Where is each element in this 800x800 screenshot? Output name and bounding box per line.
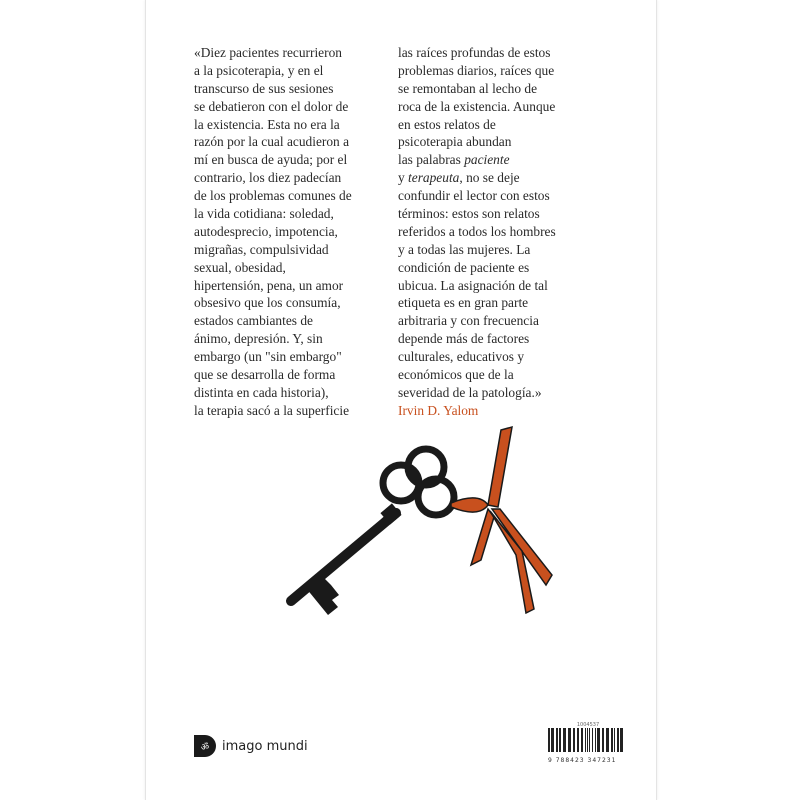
barcode-bar [551, 728, 554, 752]
barcode-bar [592, 728, 593, 752]
quote-line: mí en busca de ayuda; por el [194, 152, 348, 168]
quote-line: estados cambiantes de [194, 313, 313, 329]
key-illustration [276, 425, 576, 625]
ribbon [451, 427, 552, 613]
quote-line: sexual, obesidad, [194, 259, 286, 275]
quote-left-column [194, 44, 352, 420]
key-bow [383, 449, 454, 515]
barcode-bars [548, 728, 626, 752]
quote-line: embargo (un "sin embargo" [194, 349, 342, 365]
quote-line: problemas diarios, raíces que [398, 62, 555, 78]
barcode-bar [563, 728, 566, 752]
barcode-bar [611, 728, 613, 752]
quote-line: referidos a todos los hombres [398, 223, 556, 239]
barcode-code: 1004537 [576, 722, 600, 728]
quote-line: migrañas, compulsividad [194, 241, 329, 257]
barcode-bar [587, 728, 588, 752]
quote-line: y a todas las mujeres. La [398, 241, 531, 257]
quote-line: la vida cotidiana: soledad, [194, 206, 334, 222]
publisher-logo [194, 735, 308, 757]
quote-line: en estos relatos de [398, 116, 496, 132]
quote-line: distinta en cada historia), [194, 384, 329, 400]
quote-line: «Diez pacientes recurrieron [194, 45, 342, 60]
barcode-bar [568, 728, 571, 752]
quote-line: autodesprecio, impotencia, [194, 223, 338, 239]
barcode-bar [585, 728, 586, 752]
quote-line: razón por la cual acudieron a [194, 134, 350, 150]
quote-line: severidad de la patología.» [398, 384, 542, 400]
barcode-bar [606, 728, 609, 752]
publisher-mark-icon: ॐ [194, 735, 216, 757]
barcode-bar [614, 728, 615, 752]
barcode-bar [548, 728, 550, 752]
quote-line: la existencia. Esta no era la [194, 116, 340, 132]
barcode-bar [577, 728, 579, 752]
quote-line: se debatieron con el dolor de [194, 98, 349, 114]
quote-line: contrario, los diez padecían [194, 170, 342, 186]
barcode-bar [559, 728, 561, 752]
quote-line: arbitraria y con frecuencia [398, 313, 539, 329]
quote-line: psicoterapia abundan [398, 134, 512, 150]
publisher-name: imago mundi [222, 738, 308, 754]
barcode-bar [581, 728, 583, 752]
barcode-bar [597, 728, 600, 752]
barcode-bar [602, 728, 604, 752]
quote-line: términos: estos son relatos [398, 206, 540, 222]
quote-line: obsesivo que los consumía, [194, 295, 341, 311]
quote-line: de los problemas comunes de [194, 188, 352, 204]
quote-line: depende más de factores [398, 331, 530, 347]
quote-line: ubicua. La asignación de tal [398, 277, 548, 293]
barcode-bar [589, 728, 590, 752]
author-name: Irvin D. Yalom [398, 402, 479, 418]
barcode-bar [595, 728, 596, 752]
quote-line: que se desarrolla de forma [194, 367, 336, 383]
quote-line: las palabras paciente [398, 152, 510, 168]
barcode-bar [620, 728, 623, 752]
barcode-bar [556, 728, 558, 752]
quote-line: se remontaban al lecho de [398, 80, 538, 96]
quote-line: y terapeuta, no se deje [398, 170, 520, 186]
quote-line: las raíces profundas de estos [398, 45, 551, 60]
quote-line: ánimo, depresión. Y, sin [194, 331, 323, 347]
quote-line: confundir el lector con estos [398, 188, 550, 204]
quote-right-column [398, 44, 556, 420]
quote-line: culturales, educativos y [398, 349, 525, 365]
barcode [548, 722, 628, 764]
quote-line: económicos que de la [398, 367, 514, 383]
quote-line: a la psicoterapia, y en el [194, 62, 324, 78]
book-back-cover [145, 0, 657, 800]
quote-line: roca de la existencia. Aunque [398, 98, 556, 114]
quote-line: la terapia sacó a la superficie [194, 402, 350, 418]
barcode-bar [617, 728, 619, 752]
quote-line: etiqueta es en gran parte [398, 295, 529, 311]
barcode-bar [573, 728, 575, 752]
quote-line: condición de paciente es [398, 259, 530, 275]
quote-line: transcurso de sus sesiones [194, 80, 334, 96]
quote-line: hipertensión, pena, un amor [194, 277, 344, 293]
isbn-number: 9 788423 347231 [548, 757, 617, 764]
